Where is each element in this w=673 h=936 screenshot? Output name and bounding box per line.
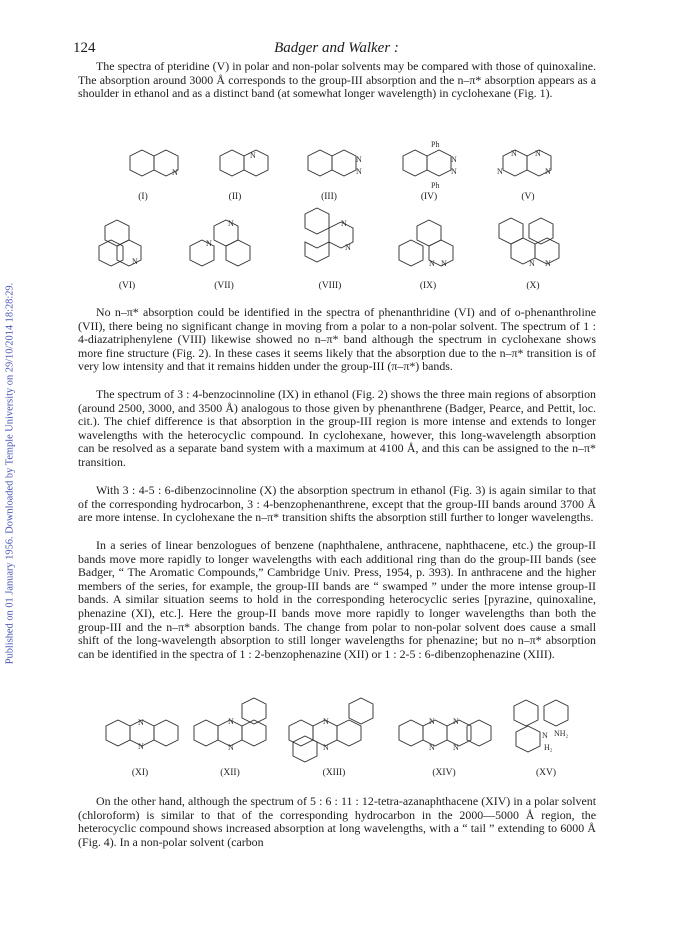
- svg-text:N: N: [451, 167, 457, 176]
- svg-text:N: N: [453, 717, 459, 726]
- svg-text:N: N: [529, 259, 535, 268]
- svg-text:N: N: [429, 743, 435, 752]
- svg-text:N: N: [451, 155, 457, 164]
- svg-text:N: N: [356, 167, 362, 176]
- svg-text:N: N: [497, 167, 503, 176]
- structure-dibenzophenazine-XIII: [285, 694, 385, 766]
- svg-text:Ph: Ph: [431, 181, 440, 190]
- svg-text:N: N: [429, 717, 435, 726]
- structure-o-phenanthroline-VII: [188, 216, 268, 274]
- svg-text:N: N: [323, 743, 329, 752]
- structure-quinoxaline-I: [120, 148, 190, 184]
- svg-text:N: N: [138, 742, 144, 751]
- svg-text:N: N: [228, 743, 234, 752]
- svg-text:N: N: [511, 149, 517, 158]
- svg-text:N: N: [228, 717, 234, 726]
- svg-text:N: N: [206, 239, 212, 248]
- label-XII: (XII): [220, 768, 240, 778]
- paragraph-benzocinnoline: The spectrum of 3 : 4-benzocinnoline (IX) in ethanol (Fig. 2) shows the three main regions of absorption (around 2500, 3000, and 3500 Å) analogous to those given by phenanthrene (Badger, Pearce, and Pettit, loc. cit.). The chief difference is that absorption in the group-III region is more intense and extends to longer wavelengths with the heterocyclic compound. In cyclohexane, however, this long-wavelength absorption can be resolved as a separate band system with a maximum at 4100 Å, and this can be assigned to the n–π* transition.: [78, 387, 596, 469]
- structure-pteridine-V: [493, 146, 563, 184]
- structure-II: [210, 146, 280, 184]
- label-IX: (IX): [419, 281, 437, 291]
- svg-text:N: N: [250, 151, 256, 160]
- structure-phenanthridine-VI: [95, 216, 165, 274]
- svg-text:N: N: [545, 167, 551, 176]
- svg-text:N: N: [429, 259, 435, 268]
- paragraph-phenanthridine: No n–π* absorption could be identified in the spectra of phenanthridine (VI) and of o-phenanthroline (VII), there being no significant change in moving from a polar to a non-polar solvent. The spectrum of 1 : 4-diazatriphenylene (VIII) likewise showed no n–π* band although the spectrum in cyclohexane shows more fine structure (Fig. 2). In these cases it seems likely that the absorption due to the n–π* transition is of very low intensity and that it remains hidden under the group-III (π–π*) bands.: [78, 305, 596, 374]
- svg-text:N: N: [356, 155, 362, 164]
- label-VIII: (VIII): [318, 281, 342, 291]
- svg-text:N: N: [345, 243, 351, 252]
- svg-text:H₂: H₂: [544, 743, 553, 752]
- svg-text:N: N: [542, 731, 548, 740]
- svg-text:N: N: [228, 219, 234, 228]
- structure-IV: [395, 138, 465, 190]
- label-VII: (VII): [214, 281, 234, 291]
- svg-text:N: N: [453, 743, 459, 752]
- structure-benzophenazine-XII: [190, 694, 270, 756]
- paragraph-linear-benzologues: In a series of linear benzologues of benzene (naphthalene, anthracene, naphthacene, etc.) the group-II bands move more rapidly to longer wavelengths with each additional ring than do the group-III bands (see Badger, “ The Aromatic Compounds,” Cambridge Univ. Press, 1954, p. 393). In anthracene and the higher members of the series, for example, the group-III bands are “ swamped ” under the more intense group-II bands. A similar situation seems to hold in the corresponding heterocyclic series [pyrazine, quinoxaline, phenazine (XI), etc.]. Here the group-II bands move more rapidly to longer wavelengths than both the group-III and the n–π* absorption bands. The change from polar to non-polar solvent does cause a small shift of the long-wavelength absorption to still longer wavelengths for phenazine; but no n–π* absorption can be identified in the spectra of 1 : 2-benzophenazine (XII) or 1 : 2-5 : 6-dibenzophenazine (XIII).: [78, 538, 596, 661]
- structure-phenazine-XI: [100, 714, 180, 754]
- label-III: (III): [321, 192, 337, 202]
- download-stamp: Published on 01 January 1956. Downloaded by Temple University on 29/10/2014 18:28:29.: [4, 282, 16, 665]
- structure-XV: [508, 696, 588, 760]
- svg-text:N: N: [323, 717, 329, 726]
- label-XI: (XI): [131, 768, 149, 778]
- svg-text:N: N: [545, 259, 551, 268]
- paragraph-dibenzocinnoline: With 3 : 4-5 : 6-dibenzocinnoline (X) the absorption spectrum in ethanol (Fig. 3) is again similar to that of the corresponding hydrocarbon, 3 : 4-benzophenanthrene, except that the group-III bands around 3700 Å are more intense. In cyclohexane the n–π* transition shifts the absorption still further to longer wavelengths.: [78, 483, 596, 525]
- running-head: Badger and Walker :: [274, 40, 399, 56]
- label-XIII: (XIII): [322, 768, 346, 778]
- label-XIV: (XIV): [432, 768, 456, 778]
- svg-text:N: N: [172, 168, 178, 177]
- label-X: (X): [526, 281, 540, 291]
- structure-tetra-azanaphthacene-XIV: [395, 714, 495, 754]
- label-IV: (IV): [420, 192, 438, 202]
- page-number: 124: [73, 40, 96, 56]
- label-XV: (XV): [535, 768, 557, 778]
- svg-text:N: N: [138, 718, 144, 727]
- structure-III: [298, 146, 368, 184]
- label-V: (V): [521, 192, 535, 202]
- svg-text:N: N: [341, 219, 347, 228]
- svg-text:N: N: [132, 257, 138, 266]
- paragraph-pteridine: The spectra of pteridine (V) in polar and non-polar solvents may be compared with those of quinoxaline. The absorption around 3000 Å corresponds to the group-III absorption and the n–π* absorption appears as a shoulder in ethanol and as a distinct band (at somewhat longer wavelength) in cyclohexane (Fig. 1).: [78, 59, 596, 101]
- svg-text:Ph: Ph: [431, 140, 440, 149]
- label-I: (I): [138, 192, 148, 202]
- structure-benzocinnoline-IX: [395, 216, 465, 274]
- paragraph-tetra-azanaphthacene: On the other hand, although the spectrum of 5 : 6 : 11 : 12-tetra-azanaphthacene (XIV) in a polar solvent (chloroform) is similar to that of the corresponding hydrocarbon in the 2000—5000 Å region, the heterocyclic compound shows increased absorption at long wavelengths, with a “ tail ” extending to 6000 Å (Fig. 4). In a non-polar solvent (carbon: [78, 794, 596, 849]
- structure-diazatriphenylene-VIII: [295, 204, 365, 278]
- svg-text:NH₂: NH₂: [554, 729, 569, 738]
- structure-dibenzocinnoline-X: [493, 214, 573, 274]
- svg-text:N: N: [535, 149, 541, 158]
- label-II: (II): [228, 192, 242, 202]
- svg-text:N: N: [441, 259, 447, 268]
- label-VI: (VI): [118, 281, 136, 291]
